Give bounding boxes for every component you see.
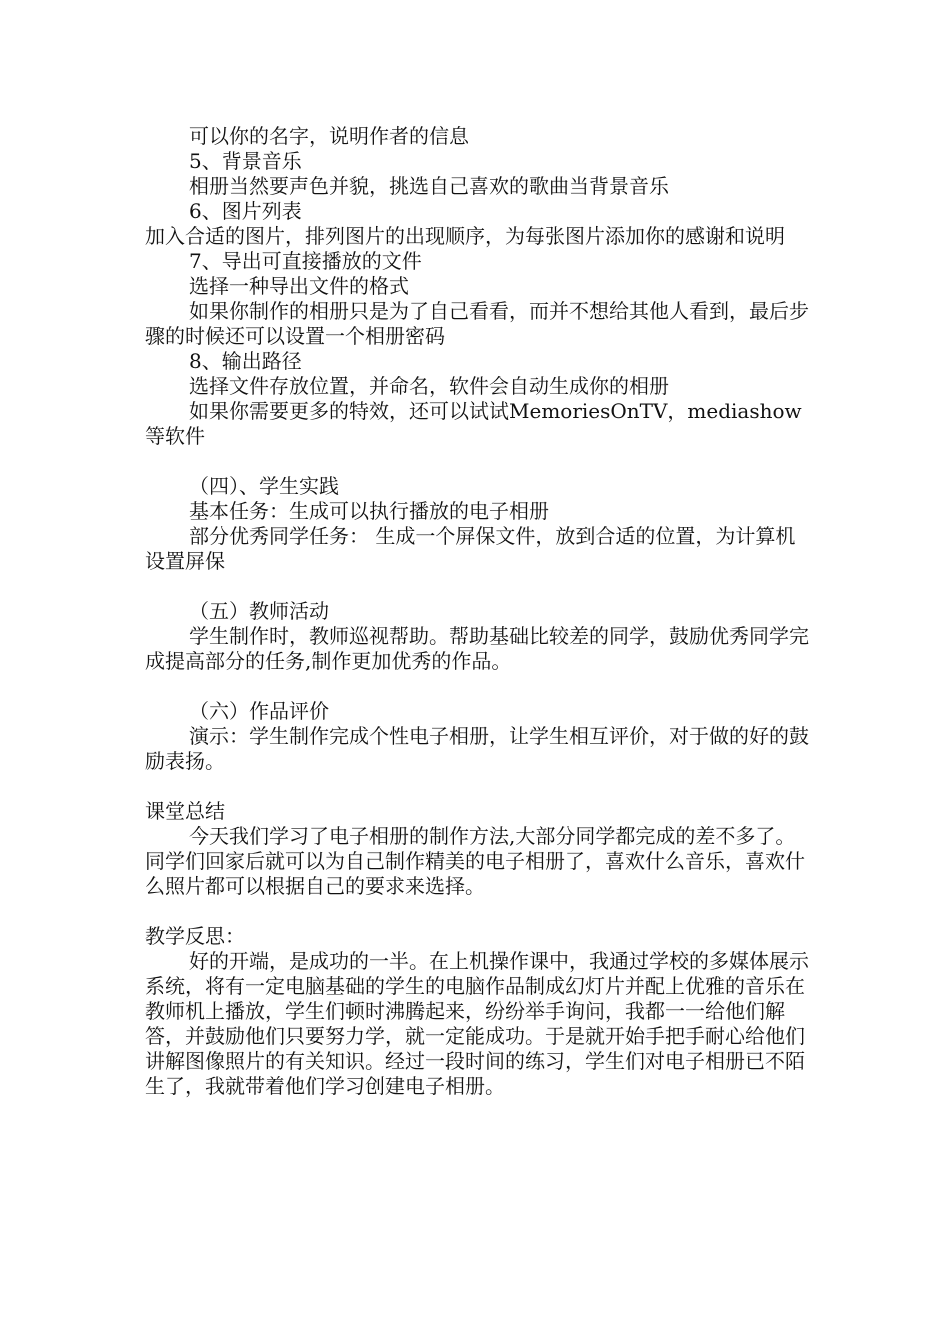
heading-student-practice: （四）、学生实践	[189, 474, 339, 498]
heading-output-path: 8、输出路径	[189, 349, 302, 373]
paragraph-work-evaluation: 演示：学生制作完成个性电子相册，让学生相互评价，对于做的好的鼓励表扬。	[145, 724, 809, 773]
heading-class-summary: 课堂总结	[145, 799, 225, 823]
paragraph-teacher-activity: 学生制作时，教师巡视帮助。帮助基础比较差的同学，鼓励优秀同学完成提高部分的任务,制作更加优秀的作品。	[145, 624, 809, 673]
paragraph-album-password: 如果你制作的相册只是为了自己看看，而并不想给其他人看到，最后步骤的时候还可以设置一个相册密码	[145, 299, 809, 348]
paragraph-advanced-task: 部分优秀同学任务： 生成一个屏保文件，放到合适的位置，为计算机设置屏保	[145, 524, 796, 573]
paragraph-basic-task: 基本任务：生成可以执行播放的电子相册	[189, 499, 549, 523]
paragraph-gap	[145, 449, 810, 474]
heading-background-music: 5、背景音乐	[189, 149, 302, 173]
paragraph-class-summary: 今天我们学习了电子相册的制作方法,大部分同学都完成的差不多了。同学们回家后就可以为自己制作精美的电子相册了，喜欢什么音乐，喜欢什么照片都可以根据自己的要求来选择。	[145, 824, 805, 898]
paragraph-gap	[145, 574, 810, 599]
heading-export-file: 7、导出可直接播放的文件	[189, 249, 422, 273]
paragraph-gap	[145, 774, 810, 799]
document-page	[145, 124, 810, 1099]
paragraph-gap	[145, 899, 810, 924]
heading-image-list: 6、图片列表	[189, 199, 302, 223]
heading-teaching-reflection: 教学反思：	[145, 924, 245, 948]
paragraph-output-path: 选择文件存放位置，并命名，软件会自动生成你的相册	[189, 374, 669, 398]
heading-teacher-activity: （五）教师活动	[189, 599, 329, 623]
paragraph-more-effects: 如果你需要更多的特效，还可以试试MemoriesOnTV，mediashow等软件	[145, 399, 802, 448]
paragraph-background-music: 相册当然要声色并貌，挑选自己喜欢的歌曲当背景音乐	[189, 174, 669, 198]
paragraph-gap	[145, 674, 810, 699]
paragraph-teaching-reflection: 好的开端，是成功的一半。在上机操作课中，我通过学校的多媒体展示系统，将有一定电脑基础的学生的电脑作品制成幻灯片并配上优雅的音乐在教师机上播放，学生们顿时沸腾起来，纷纷举手询问，我都一一给他们解答，并鼓励他们只要努力学，就一定能成功。于是就开始手把手耐心给他们讲解图像照片的有关知识。经过一段时间的练习，学生们对电子相册已不陌生了，我就带着他们学习创建电子相册。	[145, 949, 809, 1098]
paragraph-author-info: 可以你的名字，说明作者的信息	[189, 124, 469, 148]
paragraph-image-list: 加入合适的图片，排列图片的出现顺序，为每张图片添加你的感谢和说明	[145, 224, 785, 248]
heading-work-evaluation: （六）作品评价	[189, 699, 329, 723]
paragraph-export-format: 选择一种导出文件的格式	[189, 274, 409, 298]
